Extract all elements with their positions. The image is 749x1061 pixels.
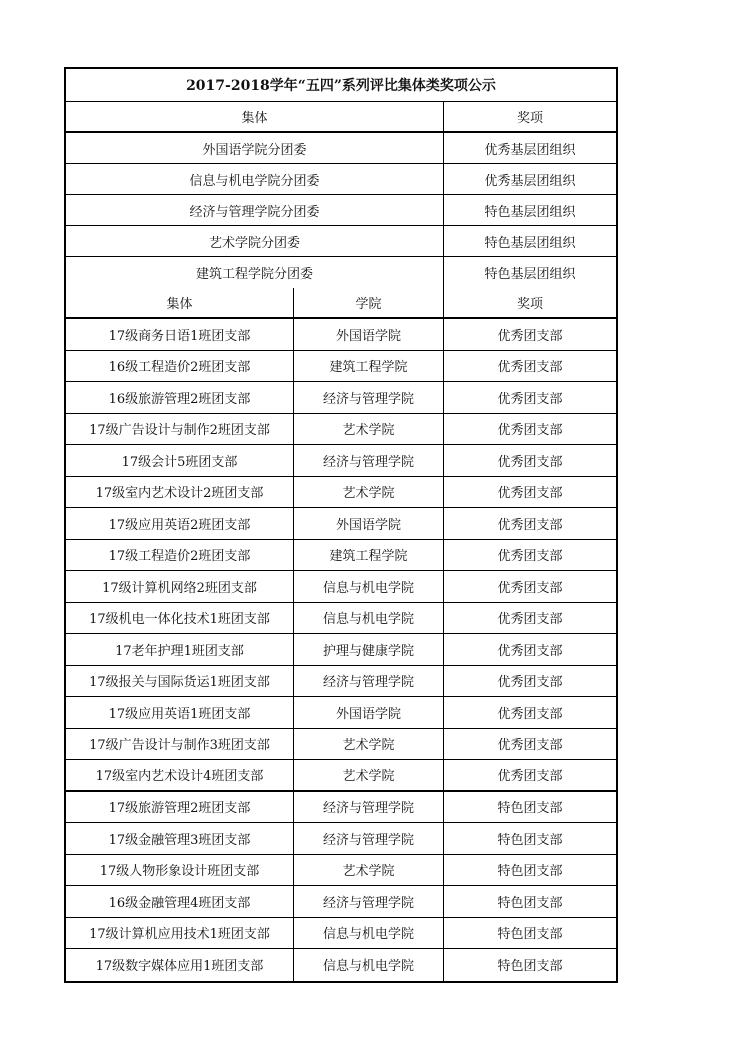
college-cell: 建筑工程学院: [294, 351, 444, 382]
college-cell: 外国语学院: [294, 319, 444, 350]
award-cell: 特色团支部: [497, 927, 563, 943]
award-cell: 优秀基层团组织: [484, 142, 576, 158]
college-cell: 经济与管理学院: [294, 792, 444, 823]
college-cell: 艺术学院: [294, 414, 444, 445]
award-cell: 特色团支部: [497, 895, 563, 911]
table-row: [66, 666, 616, 698]
college-cell: 信息与机电学院: [294, 949, 444, 981]
collective-cell: 17级计算机应用技术1班团支部: [66, 918, 294, 949]
collective-cell: 17级机电一体化技术1班团支部: [66, 603, 294, 634]
award-cell: 特色基层团组织: [484, 267, 576, 282]
collective-cell: 17级应用英语2班团支部: [66, 508, 294, 539]
award-cell: 优秀团支部: [497, 391, 563, 407]
college-cell: 信息与机电学院: [294, 918, 444, 949]
section2-body: [66, 319, 616, 981]
college-cell: 护理与健康学院: [294, 634, 444, 665]
table-row: [66, 414, 616, 446]
table-row: [66, 226, 616, 257]
award-cell: 优秀团支部: [497, 738, 563, 754]
header-award: 奖项: [516, 297, 543, 312]
table-row: [66, 445, 616, 477]
award-cell: 特色基层团组织: [484, 204, 576, 220]
table-row: [66, 540, 616, 572]
table-title: 2017-2018学年“五四”系列评比集体类奖项公示: [186, 78, 496, 94]
college-cell: 艺术学院: [294, 477, 444, 508]
collective-cell: 17级人物形象设计班团支部: [66, 855, 294, 886]
collective-cell: 建筑工程学院分团委: [66, 257, 444, 288]
table-row: [66, 823, 616, 855]
collective-cell: 外国语学院分团委: [66, 133, 444, 163]
collective-cell: 17级会计5班团支部: [66, 445, 294, 476]
college-cell: 艺术学院: [294, 760, 444, 790]
college-cell: 经济与管理学院: [294, 382, 444, 413]
table-row: [66, 477, 616, 509]
college-cell: 外国语学院: [294, 508, 444, 539]
award-cell: 特色团支部: [497, 959, 563, 975]
college-cell: 建筑工程学院: [294, 540, 444, 571]
collective-cell: 17级室内艺术设计2班团支部: [66, 477, 294, 508]
college-cell: 经济与管理学院: [294, 823, 444, 854]
college-cell: 经济与管理学院: [294, 445, 444, 476]
table-row: [66, 164, 616, 195]
title-row: [66, 69, 616, 102]
college-cell: 经济与管理学院: [294, 886, 444, 917]
section1-header-row: [66, 102, 616, 133]
award-cell: 优秀团支部: [497, 486, 563, 502]
award-cell: 优秀团支部: [497, 360, 563, 376]
table-row: [66, 886, 616, 918]
award-cell: 优秀团支部: [497, 769, 563, 785]
section1-body: [66, 133, 616, 288]
collective-cell: 17级数字媒体应用1班团支部: [66, 949, 294, 981]
table-row: [66, 351, 616, 383]
award-cell: 优秀团支部: [497, 580, 563, 596]
table-row: [66, 855, 616, 887]
college-cell: 艺术学院: [294, 855, 444, 886]
table-row: [66, 382, 616, 414]
table-row: [66, 792, 616, 824]
collective-cell: 16级工程造价2班团支部: [66, 351, 294, 382]
collective-cell: 16级旅游管理2班团支部: [66, 382, 294, 413]
award-cell: 优秀基层团组织: [484, 173, 576, 189]
table-row: [66, 697, 616, 729]
table-row: [66, 729, 616, 761]
header-award: 奖项: [516, 111, 543, 126]
table-row: [66, 760, 616, 792]
college-cell: 信息与机电学院: [294, 571, 444, 602]
collective-cell: 17级报关与国际货运1班团支部: [66, 666, 294, 697]
collective-cell: 17老年护理1班团支部: [66, 634, 294, 665]
collective-cell: 17级工程造价2班团支部: [66, 540, 294, 571]
award-cell: 优秀团支部: [497, 549, 563, 565]
collective-cell: 17级应用英语1班团支部: [66, 697, 294, 728]
section2-header-row: [66, 288, 616, 319]
table-row: [66, 918, 616, 950]
header-collective: 集体: [66, 288, 294, 317]
award-cell: 特色团支部: [497, 801, 563, 817]
college-cell: 信息与机电学院: [294, 603, 444, 634]
header-college: 学院: [294, 288, 444, 317]
table-row: [66, 195, 616, 226]
collective-cell: 信息与机电学院分团委: [66, 164, 444, 194]
collective-cell: 17级金融管理3班团支部: [66, 823, 294, 854]
award-cell: 优秀团支部: [497, 675, 563, 691]
college-cell: 艺术学院: [294, 729, 444, 760]
collective-cell: 17级广告设计与制作2班团支部: [66, 414, 294, 445]
table-row: [66, 133, 616, 164]
award-cell: 优秀团支部: [497, 612, 563, 628]
award-cell: 特色团支部: [497, 864, 563, 880]
collective-cell: 17级旅游管理2班团支部: [66, 792, 294, 823]
award-cell: 优秀团支部: [497, 517, 563, 533]
table-row: [66, 603, 616, 635]
award-cell: 优秀团支部: [497, 423, 563, 439]
collective-cell: 经济与管理学院分团委: [66, 195, 444, 225]
award-cell: 优秀团支部: [497, 643, 563, 659]
award-cell: 特色基层团组织: [484, 235, 576, 251]
award-cell: 优秀团支部: [497, 706, 563, 722]
collective-cell: 16级金融管理4班团支部: [66, 886, 294, 917]
award-cell: 优秀团支部: [497, 328, 563, 344]
table-row: [66, 571, 616, 603]
award-cell: 优秀团支部: [497, 454, 563, 470]
award-cell: 特色团支部: [497, 832, 563, 848]
college-cell: 经济与管理学院: [294, 666, 444, 697]
table-row: [66, 508, 616, 540]
collective-cell: 17级商务日语1班团支部: [66, 319, 294, 350]
table-row: [66, 949, 616, 981]
table-row: [66, 319, 616, 351]
table-row: [66, 634, 616, 666]
collective-cell: 17级室内艺术设计4班团支部: [66, 760, 294, 790]
award-table: [64, 67, 618, 983]
header-collective: 集体: [66, 102, 444, 131]
collective-cell: 17级广告设计与制作3班团支部: [66, 729, 294, 760]
collective-cell: 17级计算机网络2班团支部: [66, 571, 294, 602]
collective-cell: 艺术学院分团委: [66, 226, 444, 256]
college-cell: 外国语学院: [294, 697, 444, 728]
table-row: [66, 257, 616, 288]
